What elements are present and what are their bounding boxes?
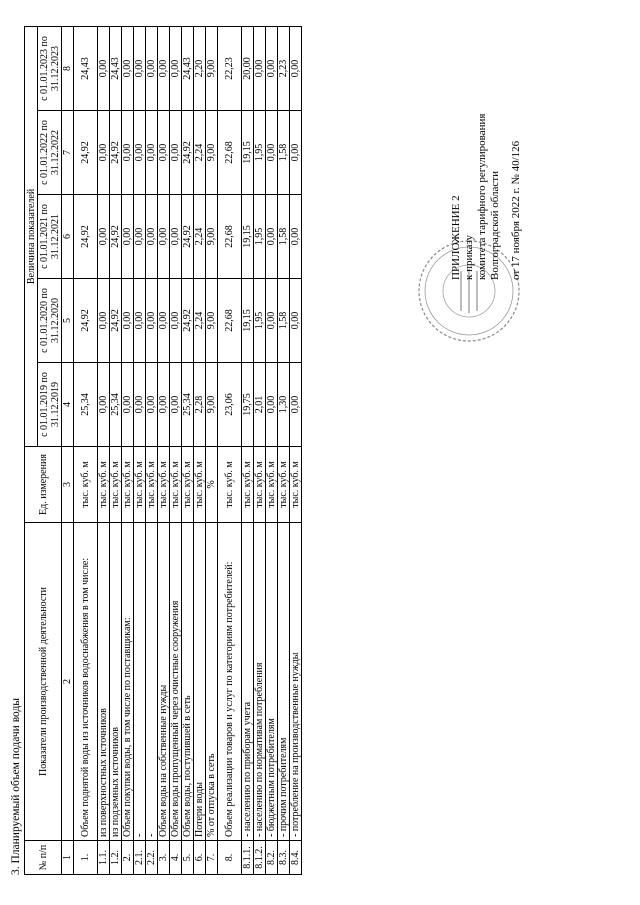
row-value: 1,95	[254, 195, 266, 279]
row-indicator: Объем воды пропущенный через очистные сооружения	[170, 523, 182, 841]
col-number: 3	[62, 447, 74, 523]
row-value: 0,00	[290, 111, 302, 195]
row-unit: тыс. куб. м	[98, 447, 110, 523]
header-period: с 01.01.2021 по 31.12.2021	[38, 195, 62, 279]
row-value: 24,92	[182, 279, 194, 363]
table-row	[254, 27, 266, 875]
table-row	[278, 27, 290, 875]
table-row	[290, 27, 302, 875]
row-number: 8.4.	[290, 841, 302, 875]
row-indicator: - населению по приборам учета	[242, 523, 254, 841]
row-value: 19,15	[242, 111, 254, 195]
row-number: 3.	[158, 841, 170, 875]
row-value: 24,43	[110, 27, 122, 111]
row-indicator: Объем воды, поступившей в сеть	[182, 523, 194, 841]
row-value: 24,92	[110, 195, 122, 279]
row-unit: тыс. куб. м	[182, 447, 194, 523]
row-value: 0,00	[122, 27, 134, 111]
section-title: 3. Планируемый объем подачи воды	[10, 697, 22, 875]
row-number: 8.3.	[278, 841, 290, 875]
row-value: 2,28	[194, 363, 206, 447]
appendix-committee: комитета тарифного регулирования	[476, 113, 488, 280]
row-value: 0,00	[170, 111, 182, 195]
table-row	[194, 27, 206, 875]
row-value: 24,43	[74, 27, 98, 111]
row-unit: тыс. куб. м	[158, 447, 170, 523]
row-value: 2,23	[278, 27, 290, 111]
row-value: 0,00	[266, 111, 278, 195]
row-value: 0,00	[134, 279, 146, 363]
row-value: 9,00	[206, 27, 218, 111]
row-value: 9,00	[206, 279, 218, 363]
row-value: 0,00	[254, 27, 266, 111]
header-period: с 01.01.2019 по 31.12.2019	[38, 363, 62, 447]
row-value: 0,00	[266, 27, 278, 111]
row-value: 0,00	[146, 195, 158, 279]
table-row	[206, 27, 218, 875]
col-number: 1	[62, 841, 74, 875]
row-value: 2,24	[194, 195, 206, 279]
table-row	[122, 27, 134, 875]
table-row	[110, 27, 122, 875]
row-value: 0,00	[170, 195, 182, 279]
row-value: 24,92	[110, 279, 122, 363]
row-value: 9,00	[206, 363, 218, 447]
row-indicator: - населению по нормативам потребления	[254, 523, 266, 841]
row-value: 9,00	[206, 195, 218, 279]
row-value: 1,95	[254, 279, 266, 363]
row-value: 0,00	[146, 279, 158, 363]
row-number: 7.	[206, 841, 218, 875]
row-number: 6.	[194, 841, 206, 875]
row-value: 20,00	[242, 27, 254, 111]
row-unit: тыс. куб. м	[134, 447, 146, 523]
water-supply-table	[24, 26, 302, 875]
header-values-group: Величина показателей	[25, 27, 38, 447]
row-value: 24,92	[74, 195, 98, 279]
row-value: 0,00	[98, 279, 110, 363]
row-value: 25,34	[74, 363, 98, 447]
row-value: 0,00	[170, 27, 182, 111]
row-value: 19,15	[242, 195, 254, 279]
row-value: 0,00	[158, 27, 170, 111]
row-value: 0,00	[290, 27, 302, 111]
row-number: 8.1.1.	[242, 841, 254, 875]
row-unit: тыс. куб. м	[122, 447, 134, 523]
row-value: 1,58	[278, 111, 290, 195]
row-unit: тыс. куб. м	[266, 447, 278, 523]
row-indicator: - бюджетным потребителям	[266, 523, 278, 841]
row-number: 2.2.	[146, 841, 158, 875]
row-value: 0,00	[170, 363, 182, 447]
row-indicator: Объем реализации товаров и услуг по категориям потребителей:	[218, 523, 242, 841]
row-value: 24,92	[182, 195, 194, 279]
row-value: 1,30	[278, 363, 290, 447]
appendix-date: от 17 ноября 2022 г. № 40/126	[510, 140, 522, 280]
row-indicator: из поверхностных источников	[98, 523, 110, 841]
row-number: 1.2.	[110, 841, 122, 875]
appendix-title: ПРИЛОЖЕНИЕ 2	[450, 195, 462, 280]
row-value: 2,01	[254, 363, 266, 447]
row-unit: %	[206, 447, 218, 523]
col-number: 8	[62, 27, 74, 111]
row-value: 0,00	[266, 279, 278, 363]
row-indicator: % от отпуска в сеть	[206, 523, 218, 841]
row-unit: тыс. куб. м	[218, 447, 242, 523]
row-value: 0,00	[122, 279, 134, 363]
row-unit: тыс. куб. м	[254, 447, 266, 523]
header-period: с 01.01.2023 по 31.12.2023	[38, 27, 62, 111]
header-num: № п/п	[25, 841, 62, 875]
row-value: 0,00	[122, 111, 134, 195]
row-value: 0,00	[134, 363, 146, 447]
row-value: 22,68	[218, 111, 242, 195]
table-row	[182, 27, 194, 875]
col-number: 6	[62, 195, 74, 279]
header-period: с 01.01.2020 по 31.12.2020	[38, 279, 62, 363]
row-value: 9,00	[206, 111, 218, 195]
appendix-region: Волгоградской области	[489, 171, 501, 280]
header-indicator: Показатели производственной деятельности	[25, 523, 62, 841]
row-value: 0,00	[134, 195, 146, 279]
row-value: 0,00	[98, 195, 110, 279]
row-value: 0,00	[290, 279, 302, 363]
row-number: 4.	[170, 841, 182, 875]
row-value: 0,00	[158, 111, 170, 195]
row-value: 0,00	[98, 27, 110, 111]
row-value: 24,92	[74, 111, 98, 195]
row-unit: тыс. куб. м	[110, 447, 122, 523]
row-value: 2,24	[194, 111, 206, 195]
row-number: 8.2.	[266, 841, 278, 875]
row-value: 19,15	[242, 279, 254, 363]
row-indicator: -	[146, 523, 158, 841]
row-indicator: - потребление на производственные нужды	[290, 523, 302, 841]
row-unit: тыс. куб. м	[170, 447, 182, 523]
table-row	[134, 27, 146, 875]
col-number: 5	[62, 279, 74, 363]
row-number: 5.	[182, 841, 194, 875]
row-value: 0,00	[98, 111, 110, 195]
row-value: 22,23	[218, 27, 242, 111]
row-indicator: из подземных источников	[110, 523, 122, 841]
row-value: 0,00	[134, 111, 146, 195]
row-value: 0,00	[134, 27, 146, 111]
row-unit: тыс. куб. м	[242, 447, 254, 523]
row-unit: тыс. куб. м	[74, 447, 98, 523]
row-value: 24,92	[182, 111, 194, 195]
row-value: 0,00	[290, 363, 302, 447]
row-value: 1,58	[278, 279, 290, 363]
row-indicator: Объем покупки воды, в том числе по поставщикам:	[122, 523, 134, 841]
col-number: 2	[62, 523, 74, 841]
row-value: 0,00	[266, 195, 278, 279]
row-value: 0,00	[158, 363, 170, 447]
col-number: 7	[62, 111, 74, 195]
row-unit: тыс. куб. м	[146, 447, 158, 523]
header-period: с 01.01.2022 по 31.12.2022	[38, 111, 62, 195]
appendix-order-ref: к приказу	[463, 234, 475, 280]
table-row	[170, 27, 182, 875]
col-number: 4	[62, 363, 74, 447]
row-unit: тыс. куб. м	[194, 447, 206, 523]
row-indicator: Объем поднятой воды из источников водоснабжения в том числе:	[74, 523, 98, 841]
row-value: 19,75	[242, 363, 254, 447]
table-row	[266, 27, 278, 875]
table-row	[74, 27, 98, 875]
table-row	[158, 27, 170, 875]
row-value: 0,00	[98, 363, 110, 447]
header-unit: Ед. измерения	[25, 447, 62, 523]
table-row	[146, 27, 158, 875]
table-row	[242, 27, 254, 875]
row-number: 2.	[122, 841, 134, 875]
row-number: 1.	[74, 841, 98, 875]
row-value: 23,06	[218, 363, 242, 447]
row-value: 24,43	[182, 27, 194, 111]
row-number: 1.1.	[98, 841, 110, 875]
row-number: 8.1.2.	[254, 841, 266, 875]
row-value: 0,00	[146, 111, 158, 195]
row-number: 2.1.	[134, 841, 146, 875]
row-value: 0,00	[158, 279, 170, 363]
row-indicator: - прочим потребителям	[278, 523, 290, 841]
row-value: 0,00	[122, 195, 134, 279]
table-row	[98, 27, 110, 875]
row-value: 22,68	[218, 195, 242, 279]
row-value: 0,00	[158, 195, 170, 279]
row-value: 1,95	[254, 111, 266, 195]
row-value: 2,20	[194, 27, 206, 111]
row-value: 22,68	[218, 279, 242, 363]
row-indicator: Потери воды	[194, 523, 206, 841]
row-value: 2,24	[194, 279, 206, 363]
row-value: 25,34	[110, 363, 122, 447]
row-value: 0,00	[146, 27, 158, 111]
row-value: 0,00	[146, 363, 158, 447]
row-value: 0,00	[290, 195, 302, 279]
appendix-header	[450, 20, 523, 320]
row-number: 8.	[218, 841, 242, 875]
row-unit: тыс. куб. м	[290, 447, 302, 523]
row-indicator: -	[134, 523, 146, 841]
row-value: 0,00	[170, 279, 182, 363]
row-value: 0,00	[122, 363, 134, 447]
row-value: 1,58	[278, 195, 290, 279]
row-value: 24,92	[74, 279, 98, 363]
row-value: 24,92	[110, 111, 122, 195]
row-value: 0,00	[266, 363, 278, 447]
table-row	[218, 27, 242, 875]
row-value: 25,34	[182, 363, 194, 447]
row-unit: тыс. куб. м	[278, 447, 290, 523]
row-indicator: Объем воды на собственные нужды	[158, 523, 170, 841]
